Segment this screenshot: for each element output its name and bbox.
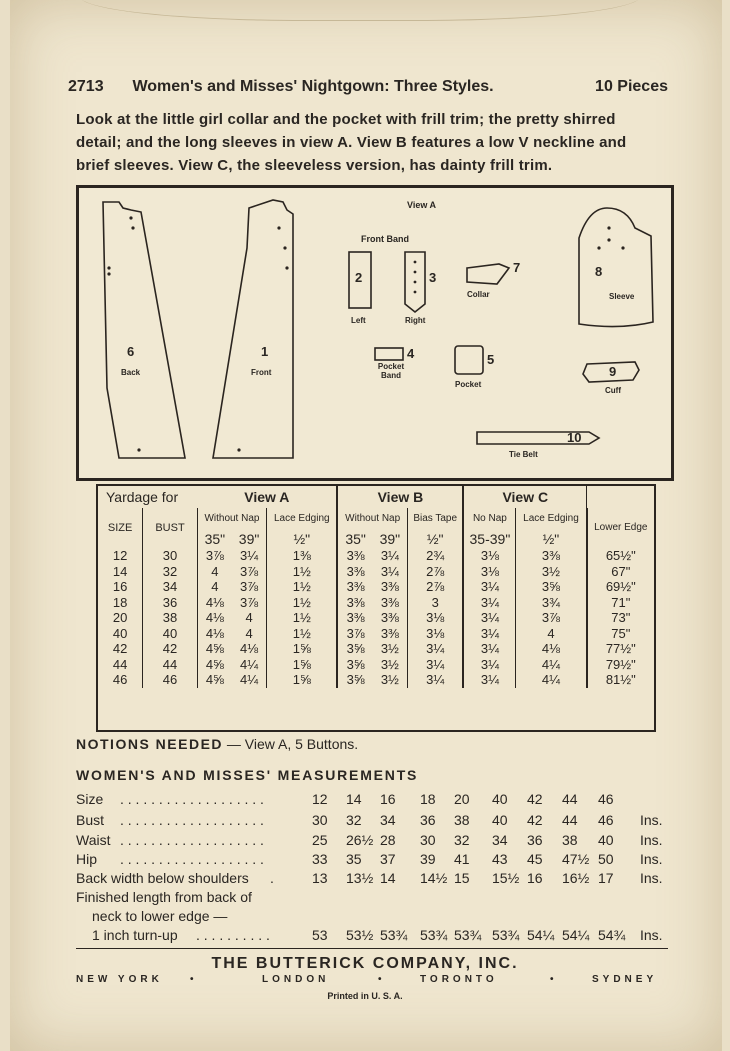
- yardage-cell: 3¼: [407, 641, 463, 657]
- yardage-cell: 3¼: [463, 610, 515, 626]
- city: NEW YORK: [76, 974, 163, 985]
- yardage-row: [98, 610, 654, 626]
- leader-dots: . . . . . . . . . . . . . . . . . . .: [120, 851, 264, 867]
- yardage-cell: 46: [143, 672, 197, 688]
- yardage-cell: 40: [112, 625, 128, 641]
- measurement-value: 16: [380, 791, 396, 807]
- yardage-cell: 3½: [380, 641, 399, 657]
- yardage-cell: 3⅝: [516, 579, 587, 595]
- measurement-value: 44: [562, 812, 578, 828]
- yardage-cell: 3¼: [407, 657, 463, 673]
- width-header: 35": [197, 530, 232, 548]
- yardage-cell: 3: [407, 595, 463, 611]
- measurement-value: 43: [492, 851, 508, 867]
- piece-label: Pocket: [455, 380, 482, 389]
- front-piece-shape: [213, 200, 293, 458]
- col-subheader: No Nap: [463, 508, 515, 530]
- yardage-cell: 44: [143, 657, 197, 673]
- measurement-value: 53¾: [454, 927, 482, 943]
- yardage-cell: 1⅜: [267, 548, 338, 564]
- yardage-cell: 42: [143, 641, 197, 657]
- footer-divider: [76, 948, 668, 949]
- yardage-cell: 3⅜: [337, 579, 372, 595]
- yardage-cell: 4⅝: [197, 657, 232, 673]
- view-a-label: View A: [407, 200, 437, 210]
- measurement-value: 13: [312, 870, 328, 886]
- measurement-value: 53¾: [420, 927, 448, 943]
- yardage-row: [98, 641, 654, 657]
- measurement-value: 17: [598, 870, 614, 886]
- measurement-value: 14: [380, 870, 396, 886]
- yardage-cell: 3¼: [407, 672, 463, 688]
- yardage-cell: 77½": [587, 641, 654, 657]
- view-c-header: View C: [463, 486, 586, 508]
- measurement-value: 28: [380, 832, 396, 848]
- leader-dots: . . . . . . . . . . . . . . . . . . .: [120, 812, 264, 828]
- piece-label: Pocket Band: [377, 362, 405, 380]
- measurement-value: 54¼: [562, 927, 590, 943]
- measurement-value: 35: [346, 851, 362, 867]
- yardage-cell: 4⅝: [197, 641, 232, 657]
- yardage-cell: 3⅞: [197, 548, 232, 564]
- measurement-value: 36: [420, 812, 436, 828]
- measurement-value: 36: [527, 832, 543, 848]
- measurement-label: Hip: [76, 851, 98, 867]
- measurement-value: 46: [598, 812, 614, 828]
- yardage-cell: 14: [112, 563, 128, 579]
- yardage-cell: 4¼: [240, 672, 259, 688]
- front-band-label: Front Band: [361, 234, 409, 244]
- yardage-cell: 69½": [587, 579, 654, 595]
- yardage-cell: 4⅛: [197, 610, 232, 626]
- yardage-cell: 3⅜: [337, 595, 372, 611]
- pocket-band-shape: [375, 348, 403, 360]
- leader-dots: . . . . . . . . . . . . . . . . . . .: [120, 791, 264, 807]
- yardage-cell: 3⅝: [337, 672, 372, 688]
- city: TORONTO: [420, 974, 498, 985]
- yardage-cell: 3½: [380, 656, 399, 672]
- size-col-header: SIZE: [107, 522, 133, 534]
- yardage-cell: 3⅜: [337, 548, 372, 564]
- yardage-cell: 3⅜: [337, 610, 372, 626]
- yardage-cell: 2⅞: [407, 579, 463, 595]
- measurement-value: 40: [492, 791, 508, 807]
- yardage-cell: 3⅝: [337, 657, 372, 673]
- measurement-value: 14: [346, 791, 362, 807]
- measurement-value: 53½: [346, 927, 374, 943]
- measurement-value: 44: [562, 791, 578, 807]
- yardage-cell: 36: [143, 595, 197, 611]
- yardage-cell: 3⅜: [380, 594, 399, 610]
- measurement-label: 1 inch turn-up: [92, 927, 178, 943]
- measurement-value: 45: [527, 851, 543, 867]
- yardage-cell: 3¼: [463, 657, 515, 673]
- back-piece-shape: [103, 202, 185, 458]
- yardage-cell: 4: [516, 626, 587, 642]
- yardage-cell: 44: [112, 656, 128, 672]
- yardage-cell: 4⅛: [516, 641, 587, 657]
- yardage-cell: 1½: [267, 579, 338, 595]
- yardage-cell: 4: [245, 610, 253, 626]
- measurement-value: 53: [312, 927, 328, 943]
- piece-label: Right: [405, 316, 426, 325]
- yardage-cell: 81½": [587, 672, 654, 688]
- yardage-cell: 3½: [516, 564, 587, 580]
- piece-count: 10 Pieces: [595, 78, 668, 95]
- piece-number: 1: [261, 344, 269, 359]
- yardage-row: [98, 564, 654, 580]
- measurement-label: Bust: [76, 812, 105, 828]
- pattern-number: 2713: [68, 78, 104, 95]
- col-subheader: Lace Edging: [267, 508, 338, 530]
- piece-label: Front: [251, 368, 272, 377]
- yardage-cell: 3¼: [463, 672, 515, 688]
- yardage-cell: 1½: [267, 610, 338, 626]
- col-subheader: Lower Edge: [587, 508, 654, 548]
- yardage-cell: 30: [143, 548, 197, 564]
- measurement-value: 18: [420, 791, 436, 807]
- yardage-row: [98, 579, 654, 595]
- description-line: brief sleeves. View C, the sleeveless version, has dainty frill trim.: [76, 157, 553, 174]
- piece-label: Collar: [467, 290, 490, 299]
- view-b-header: View B: [337, 486, 463, 508]
- yardage-cell: 3⅛: [463, 548, 515, 564]
- description-line: detail; and the long sleeves in view A. View B features a low V neckline and: [76, 134, 627, 151]
- yardage-cell: 16: [112, 579, 128, 595]
- yardage-cell: 42: [112, 641, 128, 657]
- yardage-cell: 38: [143, 610, 197, 626]
- yardage-cell: 3¾: [516, 595, 587, 611]
- pocket-shape: [455, 346, 483, 374]
- yardage-cell: 2⅞: [407, 564, 463, 580]
- notions-label: NOTIONS NEEDED: [76, 736, 224, 752]
- printed-in: Printed in U. S. A.: [327, 991, 403, 1001]
- yardage-cell: 4⅝: [197, 672, 232, 688]
- yardage-cell: 1⅝: [267, 672, 338, 688]
- yardage-row: [98, 672, 654, 688]
- yardage-cell: 3¼: [380, 563, 399, 579]
- measurement-value: 54¼: [527, 927, 555, 943]
- description-line: Look at the little girl collar and the pocket with frill trim; the pretty shirred: [76, 111, 616, 128]
- measurement-value: 39: [420, 851, 436, 867]
- piece-number: 2: [355, 270, 363, 285]
- yardage-label: Yardage for: [106, 489, 179, 505]
- yardage-cell: 3⅞: [240, 563, 259, 579]
- envelope-flap: [80, 0, 640, 21]
- col-subheader: Lace Edging: [516, 508, 587, 530]
- yardage-cell: 73": [587, 610, 654, 626]
- measurement-value: 42: [527, 812, 543, 828]
- sleeve-shape: [579, 208, 653, 327]
- yardage-cell: 3⅞: [240, 594, 259, 610]
- yardage-cell: 3¼: [463, 641, 515, 657]
- width-header: 35": [337, 530, 372, 548]
- yardage-cell: 1½: [267, 595, 338, 611]
- pattern-title: [68, 78, 668, 96]
- measurement-label: Waist: [76, 832, 111, 848]
- yardage-cell: 3¼: [240, 548, 259, 564]
- measurement-value: 42: [527, 791, 543, 807]
- yardage-cell: 67": [587, 564, 654, 580]
- company-name: THE BUTTERICK COMPANY, INC.: [211, 955, 519, 972]
- city: SYDNEY: [592, 974, 658, 985]
- yardage-rows: [98, 548, 654, 688]
- yardage-cell: 4¼: [516, 657, 587, 673]
- yardage-row: [98, 548, 654, 564]
- col-subheader: Without Nap: [337, 508, 407, 530]
- measurement-unit: Ins.: [640, 870, 663, 886]
- piece-label: Left: [351, 316, 366, 325]
- yardage-cell: 4: [197, 579, 232, 595]
- yardage-cell: 20: [112, 610, 128, 626]
- yardage-cell: 3¼: [463, 595, 515, 611]
- piece-label: Back: [121, 368, 141, 377]
- pattern-name: Women's and Misses' Nightgown: Three Styles.: [132, 78, 494, 95]
- measurement-unit: Ins.: [640, 851, 663, 867]
- measurement-value: 30: [420, 832, 436, 848]
- measurement-unit: Ins.: [640, 812, 663, 828]
- measurement-value: 53¾: [380, 927, 408, 943]
- yardage-cell: 4⅛: [197, 626, 232, 642]
- measurements-title: WOMEN'S AND MISSES' MEASUREMENTS: [76, 767, 419, 783]
- bust-col-header: BUST: [143, 508, 197, 548]
- measurement-value: 46: [598, 791, 614, 807]
- measurement-value: 14½: [420, 870, 448, 886]
- leader-dots: . . . . . . . . . . . . . . . . . . .: [120, 832, 264, 848]
- yardage-cell: 3⅜: [380, 610, 399, 626]
- yardage-row: [98, 595, 654, 611]
- yardage-cell: 3⅛: [407, 610, 463, 626]
- yardage-cell: 71": [587, 595, 654, 611]
- yardage-cell: 3⅛: [463, 564, 515, 580]
- measurement-value: 40: [598, 832, 614, 848]
- piece-number: 8: [595, 264, 603, 279]
- yardage-cell: 32: [143, 564, 197, 580]
- width-header: 35-39": [463, 530, 515, 548]
- yardage-cell: 3⅜: [380, 625, 399, 641]
- leader-dots: .: [270, 870, 274, 886]
- width-header: ½": [267, 530, 338, 548]
- yardage-cell: 1⅝: [267, 657, 338, 673]
- yardage-cell: 4⅛: [240, 641, 259, 657]
- yardage-cell: 1½: [267, 626, 338, 642]
- yardage-cell: 18: [112, 594, 128, 610]
- col-subheader: Bias Tape: [407, 508, 463, 530]
- yardage-cell: 4: [245, 625, 253, 641]
- measurement-value: 13½: [346, 870, 374, 886]
- col-subheader: Without Nap: [197, 508, 266, 530]
- yardage-cell: 3⅞: [337, 626, 372, 642]
- width-header: 39": [238, 531, 260, 547]
- yardage-cell: 3⅝: [337, 641, 372, 657]
- measurement-value: 12: [312, 791, 328, 807]
- pattern-pieces-drawing: [79, 188, 671, 478]
- yardage-row: [98, 626, 654, 642]
- yardage-cell: 3¼: [463, 579, 515, 595]
- measurement-value: 38: [562, 832, 578, 848]
- piece-label: Sleeve: [609, 292, 635, 301]
- measurement-unit: Ins.: [640, 832, 663, 848]
- yardage-cell: 40: [143, 626, 197, 642]
- yardage-cell: 4¼: [516, 672, 587, 688]
- yardage-table: [96, 484, 656, 732]
- measurement-value: 15: [454, 870, 470, 886]
- yardage-row: [98, 657, 654, 673]
- measurement-value: 32: [346, 812, 362, 828]
- yardage-cell: 3⅜: [516, 548, 587, 564]
- piece-number: 4: [407, 346, 415, 361]
- yardage-cell: 3⅜: [380, 579, 399, 595]
- piece-label: Cuff: [605, 386, 621, 395]
- measurement-value: 34: [380, 812, 396, 828]
- yardage-cell: 46: [112, 672, 128, 688]
- measurement-value: 47½: [562, 851, 590, 867]
- measurement-value: 16½: [562, 870, 590, 886]
- piece-label: Tie Belt: [509, 450, 538, 459]
- yardage-cell: 3¼: [380, 548, 399, 564]
- pattern-layout-diagram: [76, 185, 674, 481]
- measurement-value: 53¾: [492, 927, 520, 943]
- yardage-cell: 65½": [587, 548, 654, 564]
- piece-number: 3: [429, 270, 437, 285]
- yardage-cell: 4⅛: [197, 595, 232, 611]
- measurement-value: 33: [312, 851, 328, 867]
- measurement-value: 34: [492, 832, 508, 848]
- description: [76, 108, 672, 177]
- measurement-value: 32: [454, 832, 470, 848]
- yardage-cell: 3⅞: [240, 579, 259, 595]
- measurement-label: Back width below shoulders: [76, 870, 249, 886]
- measurement-value: 38: [454, 812, 470, 828]
- yardage-cell: 3½: [380, 672, 399, 688]
- piece-number: 6: [127, 344, 135, 359]
- width-header: ½": [407, 530, 463, 548]
- yardage-cell: 4¼: [240, 656, 259, 672]
- piece-number: 10: [567, 430, 582, 445]
- measurement-value: 37: [380, 851, 396, 867]
- yardage-cell: 1½: [267, 564, 338, 580]
- piece-number: 9: [609, 364, 617, 379]
- yardage-cell: 3⅛: [407, 626, 463, 642]
- city: LONDON: [262, 974, 330, 985]
- measurement-value: 26½: [346, 832, 374, 848]
- measurement-label: Finished length from back of: [76, 889, 252, 905]
- yardage-cell: 79½": [587, 657, 654, 673]
- width-header: ½": [516, 530, 587, 548]
- measurement-value: 15½: [492, 870, 520, 886]
- yardage-cell: 12: [112, 548, 128, 564]
- yardage-cell: 1⅝: [267, 641, 338, 657]
- leader-dots: . . . . . . . . . .: [196, 927, 270, 943]
- view-a-header: View A: [244, 489, 290, 505]
- measurement-value: 30: [312, 812, 328, 828]
- measurement-unit: Ins.: [640, 927, 663, 943]
- measurement-value: 41: [454, 851, 470, 867]
- yardage-cell: 75": [587, 626, 654, 642]
- piece-number: 7: [513, 260, 521, 275]
- measurement-value: 40: [492, 812, 508, 828]
- measurement-value: 16: [527, 870, 543, 886]
- yardage-cell: 4: [197, 564, 232, 580]
- yardage-cell: 3⅜: [337, 564, 372, 580]
- measurement-value: 20: [454, 791, 470, 807]
- yardage-cell: 3¼: [463, 626, 515, 642]
- notions-text: — View A, 5 Buttons.: [226, 736, 359, 752]
- collar-shape: [467, 264, 509, 284]
- width-header: 39": [379, 531, 401, 547]
- measurement-value: 25: [312, 832, 328, 848]
- measurement-value: 50: [598, 851, 614, 867]
- yardage-cell: 34: [143, 579, 197, 595]
- piece-number: 5: [487, 352, 495, 367]
- yardage-cell: 2¾: [407, 548, 463, 564]
- measurement-label: neck to lower edge —: [92, 908, 228, 924]
- measurement-value: 54¾: [598, 927, 626, 943]
- notions-needed: [76, 736, 358, 752]
- yardage-cell: 3⅞: [516, 610, 587, 626]
- measurement-label: Size: [76, 791, 104, 807]
